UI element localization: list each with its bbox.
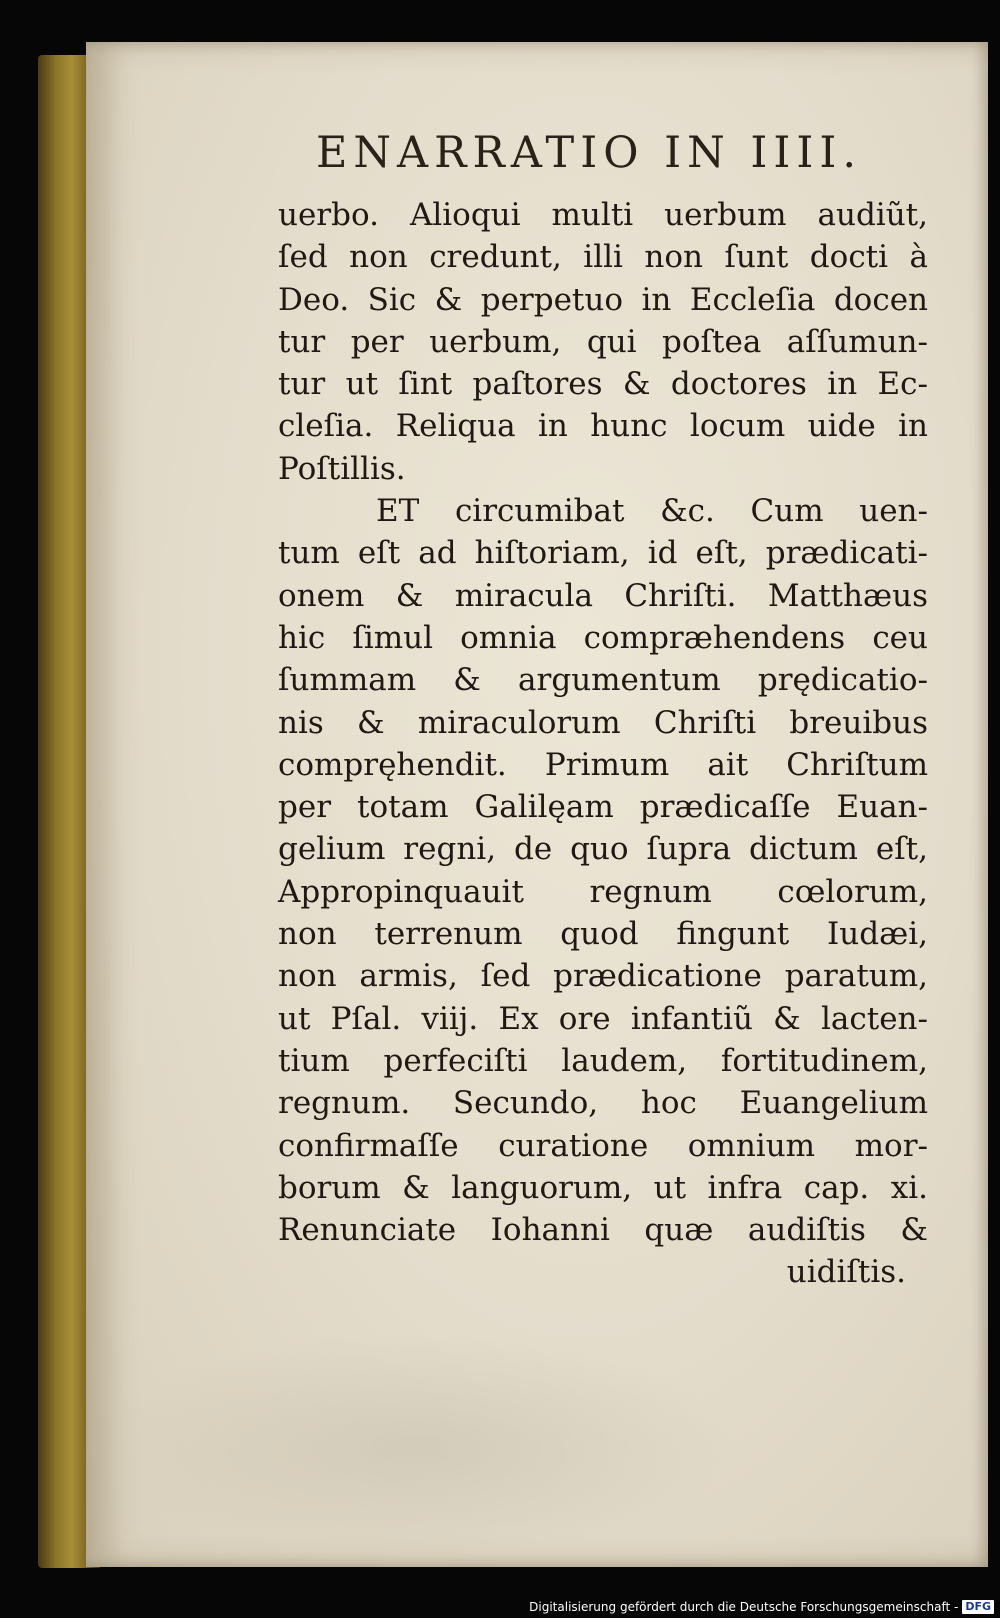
text-line: Renunciate Iohanni quæ audiſtis &: [278, 1212, 928, 1249]
text-line: gelium regni, de quo ſupra dictum eſt,: [278, 831, 928, 868]
running-head: ENARRATIO IN IIII.: [316, 128, 862, 178]
text-line: compręhendit. Primum ait Chriſtum: [278, 746, 928, 783]
footer-credit-text: Digitalisierung gefördert durch die Deutsche Forschungsgemeinschaft -: [529, 1599, 959, 1614]
text-line: regnum. Secundo, hoc Euangelium: [278, 1085, 928, 1122]
text-line: tum eſt ad hiſtoriam, id eſt, prædicati-: [278, 535, 928, 572]
text-line: per totam Galilęam prædicaſſe Euan-: [278, 789, 928, 826]
text-line: uidiſtis.: [786, 1254, 906, 1291]
text-line: ſed non credunt, illi non ſunt docti à: [278, 239, 928, 276]
paper-stain: [96, 1332, 736, 1562]
text-line: non terrenum quod fingunt Iudæi,: [278, 916, 928, 953]
text-line: cleſia. Reliqua in hunc locum uide in: [278, 408, 928, 445]
text-line: ſummam & argumentum prędicatio-: [278, 662, 928, 699]
text-line: tium perfeciſti laudem, fortitudinem,: [278, 1042, 928, 1079]
text-line: hic ſimul omnia compræhendens ceu: [278, 619, 928, 656]
text-line: borum & languorum, ut infra cap. xi.: [278, 1169, 928, 1206]
text-line: Appropinquauit regnum cœlorum,: [278, 873, 928, 910]
text-line: Poſtillis.: [278, 450, 406, 487]
text-line: uerbo. Alioqui multi uerbum audiũt,: [278, 197, 928, 233]
text-block: [278, 194, 928, 1294]
text-line: non armis, ſed prædicatione paratum,: [278, 958, 928, 995]
footer-credit-bar: [529, 1597, 1000, 1616]
text-line: ut Pſal. viij. Ex ore infantiũ & lacten-: [278, 1000, 928, 1037]
text-line: onem & miracula Chriſti. Matthæus: [278, 577, 928, 614]
text-line: nis & miraculorum Chriſti breuibus: [278, 704, 928, 741]
text-line: tur per uerbum, qui poſtea aſſumun-: [278, 323, 928, 360]
text-line: Deo. Sic & perpetuo in Eccleſia docen: [278, 281, 928, 318]
text-line: ET circumibat &c. Cum uen-: [376, 493, 928, 530]
dfg-logo[interactable]: DFG: [962, 1600, 994, 1614]
text-line: confirmaſſe curatione omnium mor-: [278, 1127, 928, 1164]
text-line: tur ut ſint paſtores & doctores in Ec-: [278, 366, 928, 403]
